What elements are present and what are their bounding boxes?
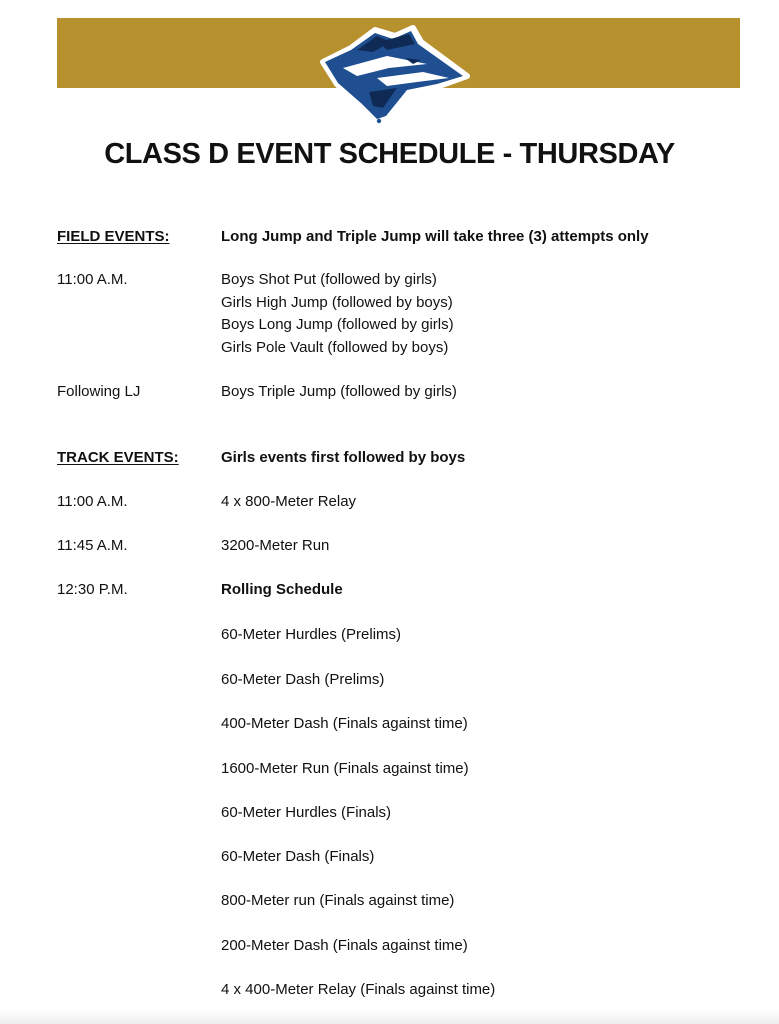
field-events-heading: FIELD EVENTS: (57, 228, 170, 245)
event-line: 1600-Meter Run (Finals against time) (221, 760, 469, 777)
event-line: Boys Long Jump (followed by girls) (221, 316, 454, 333)
event-line: 60-Meter Hurdles (Prelims) (221, 626, 402, 643)
wolf-head-logo-icon (317, 22, 477, 126)
slot-event: 4 x 800-Meter Relay (221, 493, 357, 510)
event-line: 400-Meter Dash (Finals against time) (221, 715, 468, 732)
slot-time: 11:00 A.M. (57, 271, 128, 288)
event-line: 200-Meter Dash (Finals against time) (221, 937, 468, 954)
event-line: 60-Meter Dash (Prelims) (221, 671, 385, 688)
slot-event: Rolling Schedule (221, 581, 343, 598)
slot-time: 11:45 A.M. (57, 537, 128, 554)
event-line: Girls Pole Vault (followed by boys) (221, 338, 449, 356)
event-line: 60-Meter Hurdles (Finals) (221, 804, 392, 821)
page-title: CLASS D EVENT SCHEDULE - THURSDAY (104, 138, 675, 170)
event-line: Girls High Jump (followed by boys) (221, 293, 453, 311)
track-events-note: Girls events first followed by boys (221, 449, 466, 466)
event-line: Boys Shot Put (followed by girls) (221, 271, 437, 288)
event-line: 800-Meter run (Finals against time) (221, 892, 455, 909)
slot-time: 11:00 A.M. (57, 493, 128, 510)
page-bottom-edge (0, 1010, 779, 1024)
event-line: Boys Triple Jump (followed by girls) (221, 383, 457, 400)
track-events-heading: TRACK EVENTS: (57, 449, 179, 466)
slot-events (221, 269, 454, 359)
slot-time: 12:30 P.M. (57, 581, 128, 598)
slot-time: Following LJ (57, 383, 141, 400)
event-line: 4 x 400-Meter Relay (Finals against time) (221, 981, 496, 998)
slot-event: 3200-Meter Run (221, 537, 330, 554)
field-events-note: Long Jump and Triple Jump will take three (3) attempts only (221, 228, 649, 245)
event-line: 60-Meter Dash (Finals) (221, 848, 375, 865)
